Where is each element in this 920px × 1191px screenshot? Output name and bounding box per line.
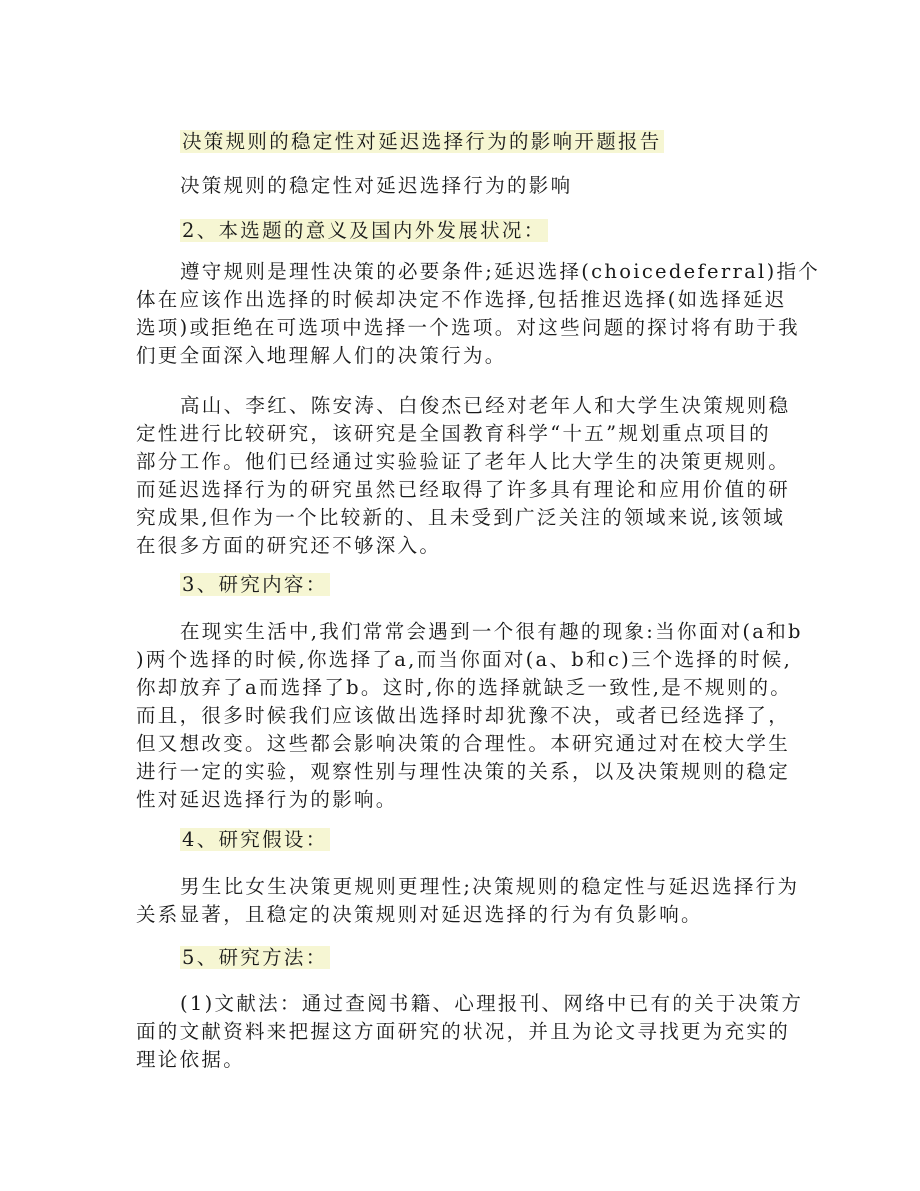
paragraph-line: 部分工作。他们已经通过实验验证了老年人比大学生的决策更规则。 [136,450,791,473]
paragraph-line: 在现实生活中,我们常常会遇到一个很有趣的现象:当你面对(a和b [180,620,803,643]
document-title-text: 决策规则的稳定性对延迟选择行为的影响开题报告 [182,130,662,153]
paragraph-line: 高山、李红、陈安涛、白俊杰已经对老年人和大学生决策规则稳 [180,394,791,417]
document-title [180,128,664,156]
document-subtitle [180,172,572,200]
paragraph-significance [136,258,821,370]
paragraph-line: 在很多方面的研究还不够深入。 [136,534,442,557]
section-heading-3 [180,571,330,599]
paragraph-line: 理论依据。 [136,1048,246,1071]
section-heading-2 [180,217,548,245]
paragraph-line: 而延迟选择行为的研究虽然已经取得了许多具有理论和应用价值的研 [136,478,791,501]
document-subtitle-text: 决策规则的稳定性对延迟选择行为的影响 [180,174,573,197]
paragraph-prior-research [136,392,791,560]
paragraph-line: 体在应该作出选择的时候却决定不作选择,包括推迟选择(如选择延迟 [136,288,787,311]
section-heading-5 [180,944,330,972]
paragraph-line: 们更全面深入地理解人们的决策行为。 [136,344,507,367]
section-heading-text: 2、本选题的意义及国内外发展状况： [182,219,546,242]
paragraph-line: 但又想改变。这些都会影响决策的合理性。本研究通过对在校大学生 [136,732,791,755]
paragraph-line: 定性进行比较研究，该研究是全国教育科学“十五”规划重点项目的 [136,422,771,445]
paragraph-line: )两个选择的时候,你选择了a,而当你面对(a、b和c)三个选择的时候, [136,648,793,671]
paragraph-hypothesis [136,873,800,929]
paragraph-line: 关系显著，且稳定的决策规则对延迟选择的行为有负影响。 [136,903,703,926]
paragraph-line: (1)文献法：通过查阅书籍、心理报刊、网络中已有的关于决策方 [180,992,804,1015]
section-heading-text: 3、研究内容： [182,573,328,596]
section-heading-text: 5、研究方法： [182,946,328,969]
section-heading-text: 4、研究假设： [182,828,328,851]
paragraph-line: 遵守规则是理性决策的必要条件;延迟选择(choicedeferral)指个 [180,260,821,283]
paragraph-line: 性对延迟选择行为的影响。 [136,788,398,811]
paragraph-line: 男生比女生决策更规则更理性;决策规则的稳定性与延迟选择行为 [180,875,800,898]
paragraph-methods [136,990,804,1074]
paragraph-line: 而且，很多时候我们应该做出选择时却犹豫不决，或者已经选择了， [136,704,791,727]
paragraph-line: 选项)或拒绝在可选项中选择一个选项。对这些问题的探讨将有助于我 [136,316,800,339]
paragraph-line: 面的文献资料来把握这方面研究的状况，并且为论文寻找更为充实的 [136,1020,791,1043]
paragraph-research-content [136,618,803,814]
paragraph-line: 究成果,但作为一个比较新的、且未受到广泛关注的领域来说,该领域 [136,506,786,529]
paragraph-line: 你却放弃了a而选择了b。这时,你的选择就缺乏一致性,是不规则的。 [136,676,793,699]
paragraph-line: 进行一定的实验，观察性别与理性决策的关系，以及决策规则的稳定 [136,760,791,783]
section-heading-4 [180,826,330,854]
